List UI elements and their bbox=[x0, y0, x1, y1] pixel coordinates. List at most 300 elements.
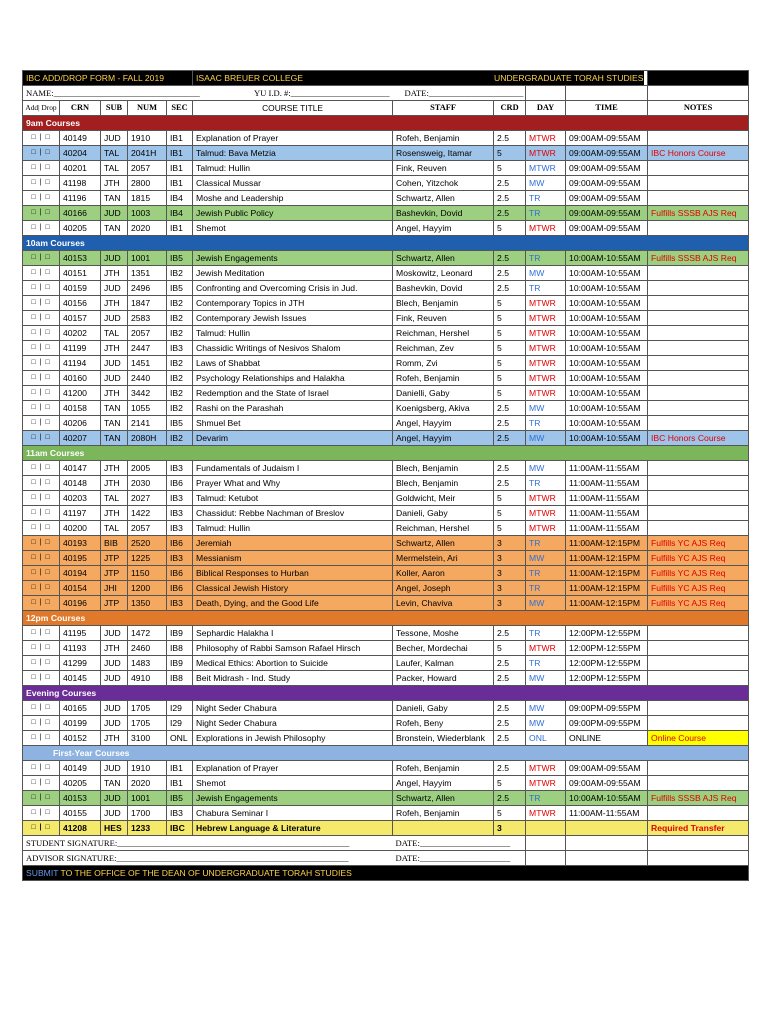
add-drop-checkbox[interactable]: □ | □ bbox=[23, 716, 60, 731]
course-sub: TAL bbox=[101, 491, 128, 506]
course-crd: 3 bbox=[494, 551, 526, 566]
course-crd: 2.5 bbox=[494, 656, 526, 671]
course-row bbox=[23, 551, 749, 566]
course-note bbox=[648, 176, 749, 191]
course-staff: Koller, Aaron bbox=[393, 566, 494, 581]
student-date-field[interactable]: DATE:_____________________ bbox=[393, 836, 526, 851]
add-drop-checkbox[interactable]: □ | □ bbox=[23, 161, 60, 176]
course-num: 2460 bbox=[128, 641, 167, 656]
course-row bbox=[23, 596, 749, 611]
course-row bbox=[23, 461, 749, 476]
course-day: MTWR bbox=[526, 311, 566, 326]
yuid-field[interactable]: YU I.D. #:_______________________ bbox=[193, 86, 393, 101]
course-staff: Rofeh, Benjamin bbox=[393, 806, 494, 821]
add-drop-checkbox[interactable]: □ | □ bbox=[23, 596, 60, 611]
course-title: Hebrew Language & Literature bbox=[193, 821, 393, 836]
course-note: IBC Honors Course bbox=[648, 146, 749, 161]
course-time: 09:00PM-09:55PM bbox=[566, 716, 648, 731]
course-crd: 2.5 bbox=[494, 626, 526, 641]
course-sec: IB6 bbox=[167, 536, 193, 551]
course-staff: Rofeh, Benjamin bbox=[393, 131, 494, 146]
course-crd: 5 bbox=[494, 326, 526, 341]
course-row bbox=[23, 251, 749, 266]
add-drop-checkbox[interactable]: □ | □ bbox=[23, 506, 60, 521]
course-num: 2080H bbox=[128, 431, 167, 446]
course-note bbox=[648, 356, 749, 371]
course-crd: 5 bbox=[494, 356, 526, 371]
course-crn: 41208 bbox=[60, 821, 101, 836]
course-row bbox=[23, 536, 749, 551]
course-sec: IB1 bbox=[167, 776, 193, 791]
course-crn: 41198 bbox=[60, 176, 101, 191]
course-crn: 40196 bbox=[60, 596, 101, 611]
course-num: 1483 bbox=[128, 656, 167, 671]
course-day: MW bbox=[526, 701, 566, 716]
add-drop-checkbox[interactable]: □ | □ bbox=[23, 251, 60, 266]
course-crn: 40202 bbox=[60, 326, 101, 341]
course-sub: JUD bbox=[101, 761, 128, 776]
add-drop-checkbox[interactable]: □ | □ bbox=[23, 656, 60, 671]
course-sec: IBC bbox=[167, 821, 193, 836]
course-sub: JUD bbox=[101, 281, 128, 296]
course-note bbox=[648, 266, 749, 281]
course-note: Fulfills YC AJS Req bbox=[648, 596, 749, 611]
course-title: Chassidut: Rebbe Nachman of Breslov bbox=[193, 506, 393, 521]
course-row bbox=[23, 311, 749, 326]
course-staff: Goldwicht, Meir bbox=[393, 491, 494, 506]
course-staff: Cohen, Yitzchok bbox=[393, 176, 494, 191]
add-drop-checkbox[interactable]: □ | □ bbox=[23, 731, 60, 746]
course-time: 10:00AM-10:55AM bbox=[566, 386, 648, 401]
course-row bbox=[23, 716, 749, 731]
course-note bbox=[648, 341, 749, 356]
course-num: 1847 bbox=[128, 296, 167, 311]
add-drop-checkbox[interactable]: □ | □ bbox=[23, 311, 60, 326]
course-crd: 3 bbox=[494, 581, 526, 596]
add-drop-checkbox[interactable]: □ | □ bbox=[23, 581, 60, 596]
course-row bbox=[23, 476, 749, 491]
course-sub: TAN bbox=[101, 416, 128, 431]
section-header bbox=[23, 686, 749, 701]
course-num: 1233 bbox=[128, 821, 167, 836]
course-sec: I29 bbox=[167, 716, 193, 731]
course-time: 10:00AM-10:55AM bbox=[566, 371, 648, 386]
course-time: 11:00AM-12:15PM bbox=[566, 596, 648, 611]
course-row bbox=[23, 386, 749, 401]
course-crd: 5 bbox=[494, 806, 526, 821]
course-crn: 41199 bbox=[60, 341, 101, 356]
course-sub: JTH bbox=[101, 296, 128, 311]
course-title: Psychology Relationships and Halakha bbox=[193, 371, 393, 386]
course-sub: TAL bbox=[101, 161, 128, 176]
add-drop-checkbox[interactable]: □ | □ bbox=[23, 821, 60, 836]
course-day: TR bbox=[526, 656, 566, 671]
advisor-date-field[interactable]: DATE:_____________________ bbox=[393, 851, 526, 866]
course-crn: 40165 bbox=[60, 701, 101, 716]
course-num: 2057 bbox=[128, 161, 167, 176]
course-sub: JUD bbox=[101, 251, 128, 266]
course-staff: Angel, Hayyim bbox=[393, 776, 494, 791]
course-note bbox=[648, 296, 749, 311]
course-sec: ONL bbox=[167, 731, 193, 746]
course-sec: IB6 bbox=[167, 581, 193, 596]
course-time: 09:00AM-09:55AM bbox=[566, 146, 648, 161]
course-num: 1001 bbox=[128, 251, 167, 266]
course-num: 1705 bbox=[128, 701, 167, 716]
course-note bbox=[648, 716, 749, 731]
col-sec: SEC bbox=[167, 101, 193, 116]
course-sec: IB1 bbox=[167, 176, 193, 191]
course-time: 09:00AM-09:55AM bbox=[566, 191, 648, 206]
course-crn: 41195 bbox=[60, 626, 101, 641]
add-drop-checkbox[interactable]: □ | □ bbox=[23, 776, 60, 791]
course-title: Night Seder Chabura bbox=[193, 701, 393, 716]
course-row bbox=[23, 356, 749, 371]
course-row bbox=[23, 521, 749, 536]
course-time: 11:00AM-11:55AM bbox=[566, 461, 648, 476]
course-crd: 2.5 bbox=[494, 131, 526, 146]
course-staff: Danieli, Gaby bbox=[393, 701, 494, 716]
col-staff: STAFF bbox=[393, 101, 494, 116]
course-staff: Danielli, Gaby bbox=[393, 386, 494, 401]
course-day: TR bbox=[526, 581, 566, 596]
course-crn: 40166 bbox=[60, 206, 101, 221]
course-crn: 40148 bbox=[60, 476, 101, 491]
course-crd: 2.5 bbox=[494, 476, 526, 491]
course-sub: JTP bbox=[101, 551, 128, 566]
course-sec: IB1 bbox=[167, 146, 193, 161]
course-crd: 5 bbox=[494, 296, 526, 311]
course-num: 1351 bbox=[128, 266, 167, 281]
course-staff: Schwartz, Allen bbox=[393, 536, 494, 551]
course-day: MTWR bbox=[526, 296, 566, 311]
date-field[interactable]: DATE:______________________ bbox=[393, 86, 526, 101]
form-title-row bbox=[23, 71, 749, 86]
course-title: Talmud: Hullin bbox=[193, 161, 393, 176]
course-sub: JUD bbox=[101, 131, 128, 146]
add-drop-checkbox[interactable]: □ | □ bbox=[23, 176, 60, 191]
section-header bbox=[23, 116, 749, 131]
course-sub: TAN bbox=[101, 191, 128, 206]
course-row bbox=[23, 671, 749, 686]
course-note bbox=[648, 656, 749, 671]
course-title: Talmud: Bava Metzia bbox=[193, 146, 393, 161]
advisor-signature-field[interactable]: ADVISOR SIGNATURE:______________________________________________________ bbox=[23, 851, 393, 866]
course-crd: 2.5 bbox=[494, 671, 526, 686]
course-crd: 2.5 bbox=[494, 176, 526, 191]
course-sec: IB2 bbox=[167, 311, 193, 326]
add-drop-checkbox[interactable]: □ | □ bbox=[23, 626, 60, 641]
course-time: 10:00AM-10:55AM bbox=[566, 296, 648, 311]
course-note bbox=[648, 506, 749, 521]
course-row bbox=[23, 581, 749, 596]
course-title: Contemporary Jewish Issues bbox=[193, 311, 393, 326]
course-day: TR bbox=[526, 536, 566, 551]
course-crn: 41193 bbox=[60, 641, 101, 656]
course-num: 2057 bbox=[128, 521, 167, 536]
course-crd: 5 bbox=[494, 776, 526, 791]
course-sub: JTP bbox=[101, 566, 128, 581]
course-row bbox=[23, 191, 749, 206]
submit-word: SUBMIT bbox=[26, 868, 59, 878]
course-crd: 5 bbox=[494, 341, 526, 356]
add-drop-checkbox[interactable]: □ | □ bbox=[23, 266, 60, 281]
course-title: Confronting and Overcoming Crisis in Jud. bbox=[193, 281, 393, 296]
add-drop-checkbox[interactable]: □ | □ bbox=[23, 326, 60, 341]
submit-destination: TO THE OFFICE OF THE DEAN OF UNDERGRADUATE TORAH STUDIES bbox=[58, 868, 352, 878]
course-time: 10:00AM-10:55AM bbox=[566, 341, 648, 356]
course-sec: I29 bbox=[167, 701, 193, 716]
course-sub: JTH bbox=[101, 176, 128, 191]
course-time: 10:00AM-10:55AM bbox=[566, 326, 648, 341]
course-crd: 2.5 bbox=[494, 266, 526, 281]
course-time: 09:00AM-09:55AM bbox=[566, 161, 648, 176]
add-drop-checkbox[interactable]: □ | □ bbox=[23, 356, 60, 371]
course-time: 09:00AM-09:55AM bbox=[566, 176, 648, 191]
course-staff: Danieli, Gaby bbox=[393, 506, 494, 521]
add-drop-checkbox[interactable]: □ | □ bbox=[23, 191, 60, 206]
course-day: MTWR bbox=[526, 371, 566, 386]
course-num: 1910 bbox=[128, 131, 167, 146]
course-title: Biblical Responses to Hurban bbox=[193, 566, 393, 581]
course-note: IBC Honors Course bbox=[648, 431, 749, 446]
add-drop-checkbox[interactable]: □ | □ bbox=[23, 491, 60, 506]
course-crn: 40205 bbox=[60, 776, 101, 791]
course-sub: JUD bbox=[101, 356, 128, 371]
col-sub: SUB bbox=[101, 101, 128, 116]
course-sec: IB5 bbox=[167, 416, 193, 431]
student-signature-row bbox=[23, 836, 749, 851]
col-crd: CRD bbox=[494, 101, 526, 116]
course-row bbox=[23, 221, 749, 236]
course-day: MTWR bbox=[526, 776, 566, 791]
course-row bbox=[23, 176, 749, 191]
course-row bbox=[23, 641, 749, 656]
course-note bbox=[648, 191, 749, 206]
add-drop-checkbox[interactable]: □ | □ bbox=[23, 806, 60, 821]
course-day: MTWR bbox=[526, 521, 566, 536]
course-crn: 40201 bbox=[60, 161, 101, 176]
course-staff: Blech, Benjamin bbox=[393, 461, 494, 476]
course-sub: JTP bbox=[101, 596, 128, 611]
course-staff: Rofeh, Benjamin bbox=[393, 371, 494, 386]
course-title: Shemot bbox=[193, 776, 393, 791]
advisor-signature-row bbox=[23, 851, 749, 866]
add-drop-checkbox[interactable]: □ | □ bbox=[23, 206, 60, 221]
course-time: 11:00AM-11:55AM bbox=[566, 521, 648, 536]
course-crn: 40152 bbox=[60, 731, 101, 746]
course-staff: Angel, Hayyim bbox=[393, 431, 494, 446]
course-sec: IB5 bbox=[167, 251, 193, 266]
add-drop-checkbox[interactable]: □ | □ bbox=[23, 761, 60, 776]
course-sec: IB3 bbox=[167, 491, 193, 506]
course-day: MTWR bbox=[526, 161, 566, 176]
add-drop-checkbox[interactable]: □ | □ bbox=[23, 221, 60, 236]
course-sub: JTH bbox=[101, 641, 128, 656]
course-row bbox=[23, 731, 749, 746]
course-staff: Bronstein, Wiederblank bbox=[393, 731, 494, 746]
add-drop-checkbox[interactable]: □ | □ bbox=[23, 476, 60, 491]
add-drop-checkbox[interactable]: □ | □ bbox=[23, 671, 60, 686]
course-num: 2800 bbox=[128, 176, 167, 191]
course-num: 1815 bbox=[128, 191, 167, 206]
course-crn: 40203 bbox=[60, 491, 101, 506]
course-day: MTWR bbox=[526, 326, 566, 341]
course-sub: JTH bbox=[101, 731, 128, 746]
course-time: 10:00AM-10:55AM bbox=[566, 281, 648, 296]
course-time: 10:00AM-10:55AM bbox=[566, 401, 648, 416]
course-crd: 5 bbox=[494, 311, 526, 326]
form-title: IBC ADD/DROP FORM - FALL 2019 bbox=[23, 71, 193, 86]
course-crd: 2.5 bbox=[494, 791, 526, 806]
add-drop-checkbox[interactable]: □ | □ bbox=[23, 341, 60, 356]
course-crn: 40194 bbox=[60, 566, 101, 581]
course-day: TR bbox=[526, 206, 566, 221]
course-sec: IB9 bbox=[167, 656, 193, 671]
course-title: Shmuel Bet bbox=[193, 416, 393, 431]
course-staff: Moskowitz, Leonard bbox=[393, 266, 494, 281]
course-title: Jewish Engagements bbox=[193, 251, 393, 266]
course-note: Fulfills SSSB AJS Req bbox=[648, 251, 749, 266]
division-name: UNDERGRADUATE TORAH STUDIES bbox=[491, 71, 645, 86]
course-note bbox=[648, 776, 749, 791]
course-note bbox=[648, 161, 749, 176]
course-time: 11:00AM-12:15PM bbox=[566, 581, 648, 596]
course-crd: 2.5 bbox=[494, 431, 526, 446]
course-row bbox=[23, 566, 749, 581]
course-day: MTWR bbox=[526, 146, 566, 161]
add-drop-checkbox[interactable]: □ | □ bbox=[23, 461, 60, 476]
section-label: 11am Courses bbox=[23, 446, 749, 461]
add-drop-checkbox[interactable]: □ | □ bbox=[23, 551, 60, 566]
add-drop-checkbox[interactable]: □ | □ bbox=[23, 416, 60, 431]
course-day: MTWR bbox=[526, 386, 566, 401]
course-sec: IB9 bbox=[167, 626, 193, 641]
course-day: MTWR bbox=[526, 806, 566, 821]
course-day: MW bbox=[526, 596, 566, 611]
course-row bbox=[23, 431, 749, 446]
course-note bbox=[648, 521, 749, 536]
course-staff: Koenigsberg, Akiva bbox=[393, 401, 494, 416]
submit-footer-row bbox=[23, 866, 749, 881]
add-drop-checkbox[interactable]: □ | □ bbox=[23, 386, 60, 401]
course-crd: 5 bbox=[494, 386, 526, 401]
col-day: DAY bbox=[526, 101, 566, 116]
course-row bbox=[23, 281, 749, 296]
course-num: 1472 bbox=[128, 626, 167, 641]
course-crn: 41299 bbox=[60, 656, 101, 671]
course-staff: Packer, Howard bbox=[393, 671, 494, 686]
course-note bbox=[648, 326, 749, 341]
course-sub: JTH bbox=[101, 461, 128, 476]
course-crd: 5 bbox=[494, 521, 526, 536]
course-title: Explanation of Prayer bbox=[193, 131, 393, 146]
course-sub: TAN bbox=[101, 431, 128, 446]
course-crn: 40206 bbox=[60, 416, 101, 431]
course-crn: 40154 bbox=[60, 581, 101, 596]
course-crn: 40207 bbox=[60, 431, 101, 446]
course-note bbox=[648, 671, 749, 686]
course-crd: 2.5 bbox=[494, 731, 526, 746]
course-num: 2496 bbox=[128, 281, 167, 296]
section-label: First-Year Courses bbox=[23, 746, 749, 761]
course-sub: JTH bbox=[101, 386, 128, 401]
course-crn: 40199 bbox=[60, 716, 101, 731]
course-note bbox=[648, 761, 749, 776]
course-title: Jeremiah bbox=[193, 536, 393, 551]
add-drop-checkbox[interactable]: □ | □ bbox=[23, 401, 60, 416]
course-num: 1003 bbox=[128, 206, 167, 221]
course-sub: JTH bbox=[101, 476, 128, 491]
course-crn: 40145 bbox=[60, 671, 101, 686]
course-staff: Becher, Mordechai bbox=[393, 641, 494, 656]
course-crn: 40160 bbox=[60, 371, 101, 386]
add-drop-checkbox[interactable]: □ | □ bbox=[23, 641, 60, 656]
course-note bbox=[648, 461, 749, 476]
course-sub: JUD bbox=[101, 791, 128, 806]
add-drop-checkbox[interactable]: □ | □ bbox=[23, 521, 60, 536]
add-drop-checkbox[interactable]: □ | □ bbox=[23, 701, 60, 716]
student-signature-field[interactable]: STUDENT SIGNATURE:______________________________________________________ bbox=[23, 836, 393, 851]
course-sec: IB8 bbox=[167, 641, 193, 656]
course-sub: TAN bbox=[101, 776, 128, 791]
course-time: 10:00AM-10:55AM bbox=[566, 251, 648, 266]
course-sec: IB6 bbox=[167, 566, 193, 581]
course-time: 11:00AM-11:55AM bbox=[566, 506, 648, 521]
course-time: 09:00AM-09:55AM bbox=[566, 131, 648, 146]
course-time: 10:00AM-10:55AM bbox=[566, 431, 648, 446]
course-sub: TAL bbox=[101, 146, 128, 161]
course-note bbox=[648, 476, 749, 491]
add-drop-checkbox[interactable]: □ | □ bbox=[23, 131, 60, 146]
course-crd: 5 bbox=[494, 506, 526, 521]
section-header bbox=[23, 236, 749, 251]
course-note bbox=[648, 641, 749, 656]
course-title: Philosophy of Rabbi Samson Rafael Hirsch bbox=[193, 641, 393, 656]
course-num: 1700 bbox=[128, 806, 167, 821]
add-drop-checkbox[interactable]: □ | □ bbox=[23, 536, 60, 551]
course-num: 2057 bbox=[128, 326, 167, 341]
course-time: 09:00AM-09:55AM bbox=[566, 761, 648, 776]
add-drop-checkbox[interactable]: □ | □ bbox=[23, 296, 60, 311]
course-day: MW bbox=[526, 431, 566, 446]
course-title: Chassidic Writings of Nesivos Shalom bbox=[193, 341, 393, 356]
name-field[interactable]: NAME:__________________________________ bbox=[23, 86, 193, 101]
add-drop-checkbox[interactable]: □ | □ bbox=[23, 431, 60, 446]
course-sec: IB2 bbox=[167, 431, 193, 446]
course-staff: Schwartz, Allen bbox=[393, 251, 494, 266]
course-num: 2041H bbox=[128, 146, 167, 161]
course-sec: IB2 bbox=[167, 371, 193, 386]
course-note bbox=[648, 401, 749, 416]
add-drop-checkbox[interactable]: □ | □ bbox=[23, 791, 60, 806]
course-title: Sephardic Halakha I bbox=[193, 626, 393, 641]
course-note bbox=[648, 626, 749, 641]
add-drop-checkbox[interactable]: □ | □ bbox=[23, 371, 60, 386]
course-staff: Bashevkin, Dovid bbox=[393, 281, 494, 296]
course-title: Messianism bbox=[193, 551, 393, 566]
course-num: 1150 bbox=[128, 566, 167, 581]
add-drop-checkbox[interactable]: □ | □ bbox=[23, 146, 60, 161]
course-crn: 40193 bbox=[60, 536, 101, 551]
course-row bbox=[23, 491, 749, 506]
add-drop-form-table bbox=[22, 70, 749, 881]
add-drop-checkbox[interactable]: □ | □ bbox=[23, 281, 60, 296]
course-crd: 5 bbox=[494, 641, 526, 656]
course-num: 1705 bbox=[128, 716, 167, 731]
course-crd: 5 bbox=[494, 146, 526, 161]
add-drop-checkbox[interactable]: □ | □ bbox=[23, 566, 60, 581]
